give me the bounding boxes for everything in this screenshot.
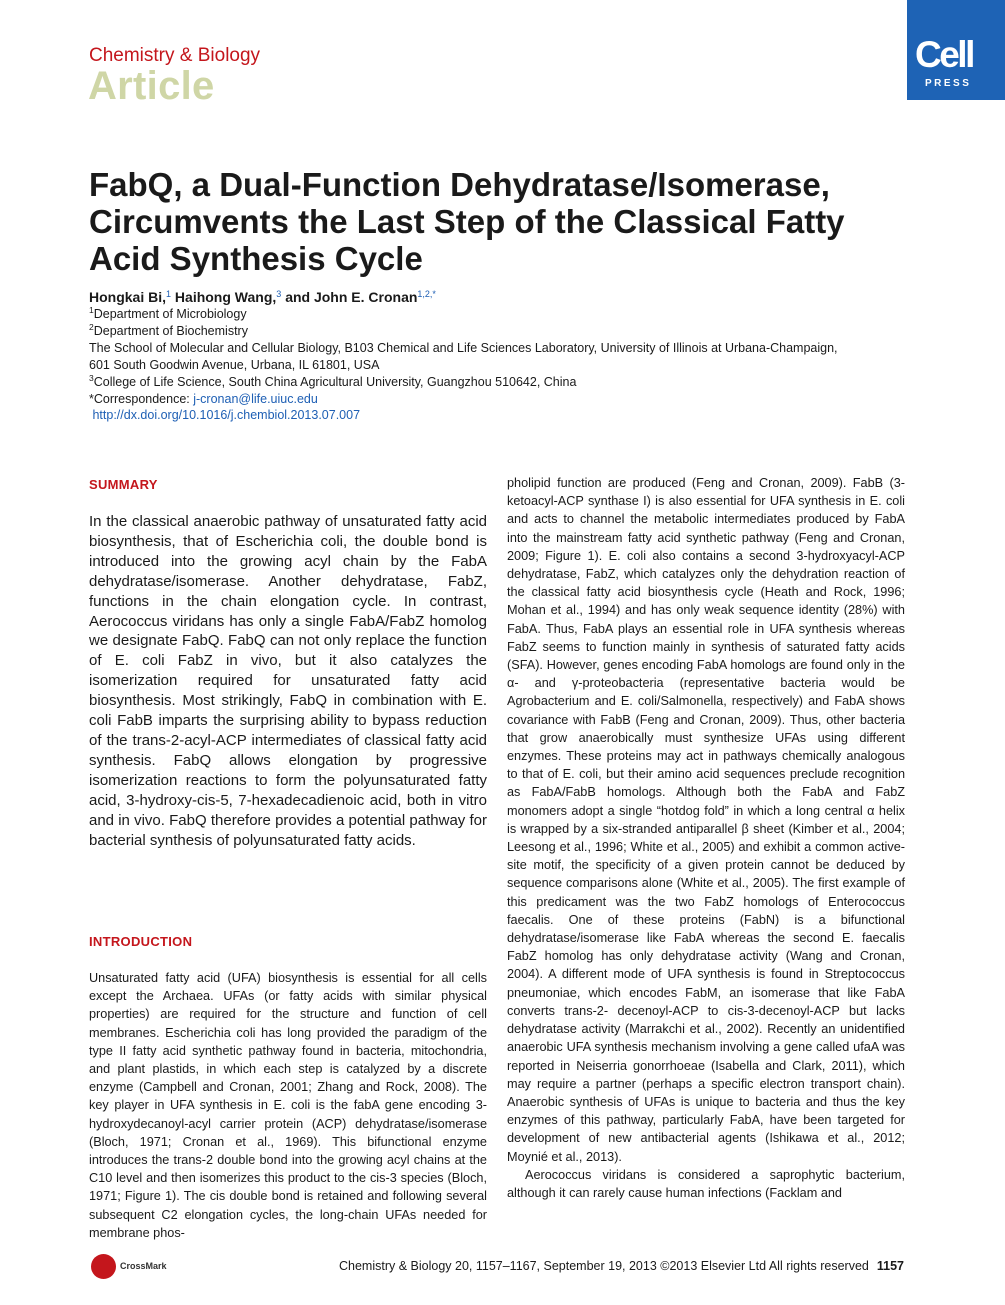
footer-citation: Chemistry & Biology 20, 1157–1167, September 19, 2013 ©2013 Elsevier Ltd All rights reserved	[338, 1259, 869, 1273]
crossmark-badge[interactable]	[91, 1254, 211, 1280]
author-name: and John E. Cronan	[285, 289, 418, 305]
body-paragraph: pholipid function are produced (Feng and Cronan, 2009). FabB (3-ketoacyl-ACP synthase I) is also essential for UFA synthesis in E. coli and acts to channel the metabolic intermediates produced by FabA into the mainstream fatty acid synthetic pathway (Feng and Cronan, 2009; Figure 1). E. coli also contains a second 3-hydroxyacyl-ACP dehydratase, FabZ, which catalyzes only the dehydration reaction of the classical fatty acid biosynthesis cycle (Heath and Rock, 1996; Mohan et al., 1994) and has only weak sequence identity (28%) with FabA. Thus, FabA plays an essential role in UFA synthesis whereas FabZ seems to function mainly in synthesis of saturated fatty acids (SFA). However, genes encoding FabA homologs are found only in the α- and γ-proteobacteria (representative bacteria would be Agrobacterium and E. coli/Salmonella, respectively) and FabA shows covariance with FabB (Feng and Cronan, 2009). Thus, other bacteria that grow anaerobically must synthesize UFAs using different enzymes. These proteins may act in pathways chemically analogous to that of E. coli, but their amino acid sequences preclude recognition as FabA/FabB homologs. Although both the FabA and FabZ monomers adopt a single “hotdog fold” in which a long central α helix is wrapped by a six-stranded antiparallel β sheet (Kimber et al., 2004; Leesong et al., 1996; White et al., 2005) and exhibit a common active-site motif, the specificity of a given protein cannot be deduced by sequence comparisons alone (White et al., 2005). The first example of this predicament was the two FabZ homologs of Enterococcus faecalis. One of these proteins (FabN) is a bifunctional dehydratase/isomerase like FabA whereas the second E. faecalis FabZ homolog has only dehydratase activity (Wang and Cronan, 2004). A different mode of UFA synthesis is found in Streptococcus pneumoniae, which encodes FabM, an isomerase that like FabA converts trans-2- decenoyl-ACP to cis-3-decenoyl-ACP but lacks dehydratase activity (Marrakchi et al., 2002). Recently an unidentified anaerobic UFA synthesis mechanism involving a gene called ufaA was reported in Neiserria gonorrhoeae (Isabella and Clark, 2011), which may require a partner (perhaps a specific electron transport chain). Anaerobic synthesis of UFAs is unique to bacteria and thus the key enzymes of this pathway, particularly FabA, have been targeted for development of new antibacterial agents (Ishikawa et al., 2012; Moynié et al., 2013).	[507, 476, 905, 1164]
summary-text: In the classical anaerobic pathway of unsaturated fatty acid biosynthesis, that of Escherichia coli, the double bond is introduced into the growing acyl chain by the FabA dehydratase/isomerase. Another dehydratase, FabZ, functions in the chain elongation cycle. In contrast, Aerococcus viridans has only a single FabA/FabZ homolog we designate FabQ. FabQ can not only replace the function of E. coli FabZ in vivo, but it also catalyzes the isomerization required for unsaturated fatty acid biosynthesis. Most strikingly, FabQ in combination with E. coli FabB imparts the surprising ability to bypass reduction of the trans-2-acyl-ACP intermediates of classical fatty acid synthesis. FabQ allows elongation by progressive isomerization reactions to form the polyunsaturated fatty acid, 3-hydroxy-cis-5, 7-hexadecadienoic acid, both in vitro and in vivo. FabQ therefore provides a potential pathway for bacterial synthesis of polyunsaturated fatty acids.	[89, 513, 487, 849]
author-name: Haihong Wang,	[174, 289, 277, 305]
logo-press: PRESS	[925, 78, 972, 89]
affil-text: Department of Microbiology	[93, 307, 247, 321]
body-paragraph: Aerococcus viridans is considered a saprophytic bacterium, although it can rarely cause human infections (Facklam and	[507, 1167, 905, 1200]
affil-mark: 2	[89, 321, 94, 332]
affil-mark: 1	[89, 305, 94, 315]
logo-word: Cell	[915, 34, 973, 75]
article-type-label: Article	[88, 64, 215, 108]
email-link[interactable]: j-cronan@life.uiuc.edu	[193, 391, 318, 406]
introduction-text: Unsaturated fatty acid (UFA) biosynthesis is essential for all cells except the Archaea. UFAs (or fatty acids with similar physical properties) are required for the structure and function of cell membranes. Escherichia coli has long provided the paradigm of the type II fatty acid synthetic pathway found in bacteria, mitochondria, and plant plastids, in which each step is catalyzed by a discrete enzyme (Campbell and Cronan, 2001; Zhang and Rock, 2008). The key player in UFA synthesis in E. coli is the fabA gene encoding 3-hydroxydecanoyl-acyl carrier protein (ACP) dehydratase/isomerase (Bloch, 1971; Cronan et al., 1969). This bifunctional enzyme introduces the trans-2 double bond into the growing acyl chains at the C10 level and then isomerizes this product to the cis-3 species (Bloch, 1971; Figure 1). The cis double bond is retained and following several subsequent C2 elongation cycles, the long-chain UFAs needed for membrane phos-	[89, 971, 487, 1240]
correspondence	[89, 391, 919, 408]
affiliation-school-1: The School of Molecular and Cellular Biology, B103 Chemical and Life Sciences Laboratory, University of Illinois at Urbana-Champaign,	[89, 340, 838, 355]
author-affil-mark[interactable]: 1	[166, 289, 172, 299]
doi-line	[89, 407, 919, 424]
author-name: Hongkai Bi,	[89, 289, 167, 305]
corr-label: *Correspondence:	[89, 391, 194, 406]
affil-mark: 3	[89, 372, 94, 383]
cell-press-logo	[907, 0, 1005, 100]
affiliation-1	[89, 306, 919, 323]
affiliation-3	[89, 374, 919, 391]
summary-heading: SUMMARY	[89, 477, 158, 492]
affiliation-2	[89, 323, 919, 340]
article-title: FabQ, a Dual-Function Dehydratase/Isomerase, Circumvents the Last Step of the Classical Fatty Acid Synthesis Cycle	[89, 166, 845, 277]
affiliations	[89, 306, 919, 424]
affil-text: Department of Biochemistry	[93, 323, 248, 338]
affil-text: College of Life Science, South China Agricultural University, Guangzhou 510642, China	[93, 374, 577, 389]
affiliation-school-2: 601 South Goodwin Avenue, Urbana, IL 61801, USA	[89, 357, 380, 372]
right-column	[507, 474, 905, 1202]
doi-link[interactable]: http://dx.doi.org/10.1016/j.chembiol.2013.07.007	[92, 408, 361, 423]
page-footer	[339, 1259, 904, 1273]
crossmark-icon	[91, 1254, 116, 1279]
crossmark-label: CrossMark	[120, 1261, 167, 1271]
author-affil-mark[interactable]: 1,2,*	[417, 289, 436, 299]
introduction-heading: INTRODUCTION	[89, 934, 193, 949]
page-number: 1157	[876, 1259, 904, 1273]
journal-name: Chemistry & Biology	[89, 45, 261, 66]
author-affil-mark[interactable]: 3	[276, 289, 282, 299]
author-list	[89, 289, 436, 305]
